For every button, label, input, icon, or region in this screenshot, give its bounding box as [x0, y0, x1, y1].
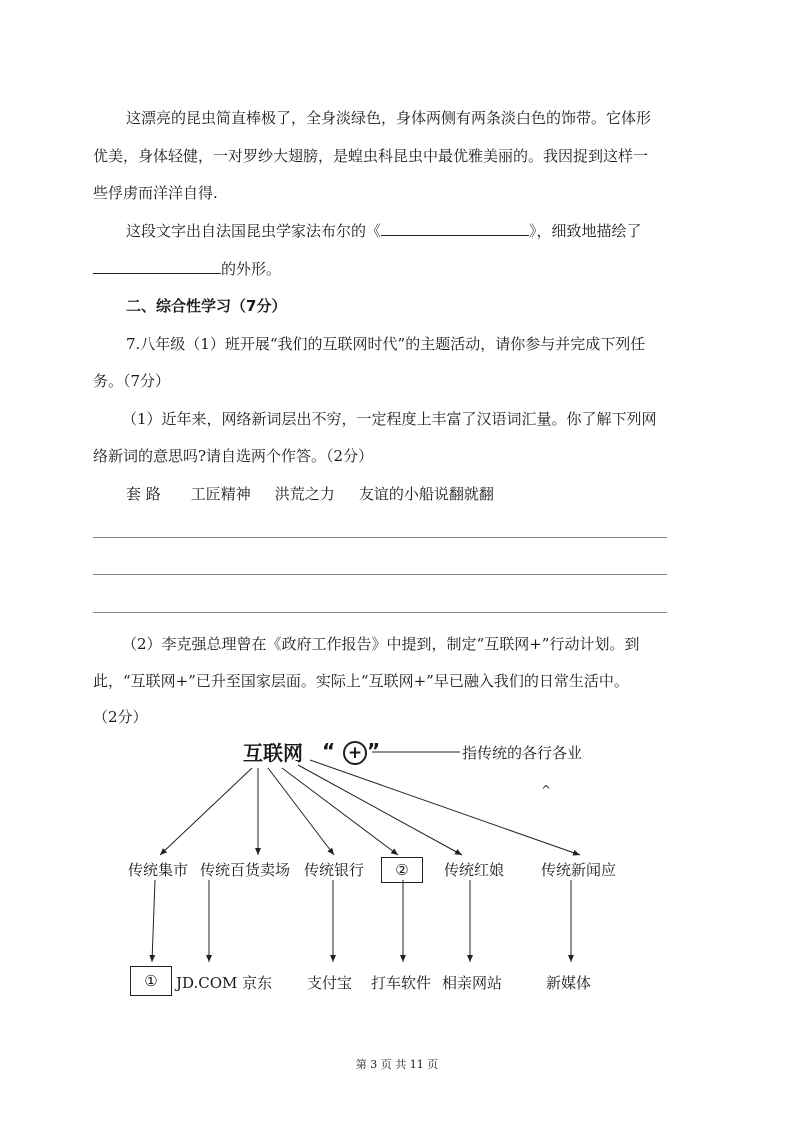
arrow-to-bank	[268, 768, 334, 855]
word-item: 洪荒之力	[274, 485, 335, 503]
caret-mark: ^	[541, 783, 552, 797]
diagram-quote-close: ”	[367, 739, 381, 763]
internet-item: 新媒体	[546, 974, 592, 992]
section-title: 二、综合性学习（7分）	[126, 297, 287, 315]
fill-question-text-3: 的外形。	[221, 260, 282, 278]
internet-item: 相亲网站	[442, 974, 503, 992]
diagram-root-label: 互联网	[243, 741, 303, 765]
q7-line-2: 务。（7分）	[93, 372, 171, 390]
internet-item: 打车软件	[371, 974, 432, 992]
arrow-to-news	[310, 760, 580, 855]
traditional-item: 传统红娘	[444, 861, 505, 879]
arrow-to-box-1	[152, 880, 155, 962]
arrow-to-market	[160, 768, 252, 855]
traditional-item: 传统新闻应	[541, 861, 617, 879]
traditional-item: 传统银行	[304, 861, 365, 879]
page-footer: 第 3 页 共 11 页	[355, 1058, 439, 1071]
sub2-line-1: （2）李克强总理曾在《政府工作报告》中提到，制定“互联网+”行动计划。到	[122, 635, 640, 653]
sub1-line-1: （1）近年来，网络新词层出不穷，一定程度上丰富了汉语词汇量。你了解下列网	[122, 410, 657, 428]
word-item: 工匠精神	[190, 485, 251, 503]
diagram-quote-open: “	[322, 739, 336, 763]
passage-line-3: 些俘虏而洋洋自得.	[93, 184, 218, 202]
passage-line-2: 优美，身体轻健，一对罗纱大翅膀，是蝗虫科昆虫中最优雅美丽的。我因捉到这样一	[93, 147, 649, 165]
sub1-line-2: 络新词的意思吗?请自选两个作答。（2分）	[93, 447, 374, 465]
answer-box-1[interactable]: ①	[130, 966, 172, 996]
answer-box-2[interactable]: ②	[381, 857, 423, 883]
sub2-line-3: （2分）	[93, 708, 148, 726]
fill-question-text-1: 这段文字出自法国昆虫学家法布尔的《	[126, 222, 382, 240]
arrow-to-box-2	[282, 768, 398, 855]
word-item: 套 路	[126, 485, 161, 503]
plus-circle-icon: +	[343, 741, 367, 765]
traditional-item: 传统百货卖场	[200, 861, 291, 879]
fill-question-text-2: 》，细致地描绘了	[529, 222, 642, 240]
q7-line-1: 7.八年级（1）班开展“我们的互联网时代”的主题活动，请你参与并完成下列任	[126, 335, 646, 353]
internet-item: JD.COM 京东	[176, 974, 273, 992]
sub2-line-2: 此，“互联网+”已升至国家层面。实际上“互联网+”早已融入我们的日常生活中。	[93, 672, 629, 690]
traditional-item: 传统集市	[128, 861, 189, 879]
plus-note: 指传统的各行各业	[462, 744, 583, 762]
passage-line-1: 这漂亮的昆虫简直棒极了，全身淡绿色，身体两侧有两条淡白色的饰带。它体形	[126, 109, 652, 127]
word-item: 友谊的小船说翻就翻	[358, 485, 494, 503]
internet-item: 支付宝	[307, 974, 353, 992]
